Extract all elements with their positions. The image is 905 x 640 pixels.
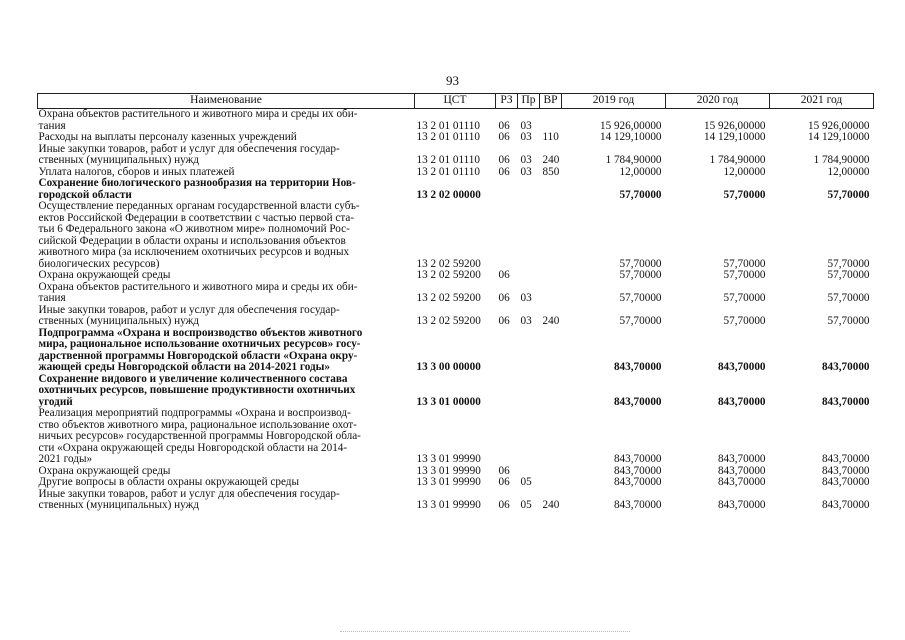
cell-vr <box>540 178 562 201</box>
cell-name: Осуществление переданных органам государственной власти субъ- ектов Российской Федерации в соответствии с частью первой ста- тьи 6 Федерального закона «О животном мире» полномочий Рос- сийской Федерации в области охраны и использования объектов животного мира (за исключением охотничьих ресурсов и водных биологических ресурсов) <box>38 200 360 270</box>
page-number: 93 <box>446 73 459 88</box>
cell-2021: 843,70000 <box>821 395 870 408</box>
cell-rz: 06 <box>498 315 510 327</box>
cell-pr <box>518 408 540 466</box>
table-row <box>38 328 874 374</box>
cell-2021: 843,70000 <box>821 476 870 488</box>
header-2019: 2019 год <box>562 94 666 109</box>
table-header-row <box>38 94 874 109</box>
table-row <box>38 477 874 489</box>
cell-vr: 850 <box>542 165 560 178</box>
cell-rz <box>496 328 518 374</box>
cell-2021: 15 926,00000 <box>807 119 870 132</box>
cell-cst: 13 3 01 99990 <box>416 476 481 488</box>
cell-2019: 57,70000 <box>619 315 662 327</box>
header-vr: ВР <box>540 94 562 109</box>
cell-pr: 05 <box>520 499 532 511</box>
cell-2019: 57,70000 <box>619 292 662 304</box>
table-row <box>38 132 874 144</box>
cell-pr: 03 <box>520 292 532 304</box>
cell-name: Охрана окружающей среды <box>38 464 171 477</box>
cell-rz: 06 <box>498 154 510 166</box>
cell-2021: 57,70000 <box>827 257 870 270</box>
table-row <box>38 282 874 305</box>
cell-rz: 06 <box>498 499 510 511</box>
cell-rz: 06 <box>498 131 510 143</box>
cell-2020: 14 129,10000 <box>703 131 766 143</box>
cell-2019: 57,70000 <box>619 188 662 201</box>
header-pr: Пр <box>518 94 540 109</box>
cell-2021: 843,70000 <box>821 361 870 373</box>
cell-2020: 1 784,90000 <box>709 154 766 166</box>
cell-name: Расходы на выплаты персоналу казенных учреждений <box>38 131 297 143</box>
cell-2019: 843,70000 <box>613 395 662 408</box>
cell-cst: 13 2 02 59200 <box>416 269 481 281</box>
cell-2019: 15 926,00000 <box>599 119 662 132</box>
cell-vr <box>540 328 562 374</box>
cell-cst: 13 2 01 01110 <box>416 165 480 178</box>
cell-2021: 843,70000 <box>821 453 870 465</box>
cell-2021: 57,70000 <box>827 188 870 201</box>
cell-vr <box>540 477 562 489</box>
cell-cst: 13 2 01 01110 <box>416 131 480 143</box>
cell-vr: 240 <box>542 154 560 166</box>
cell-rz <box>496 374 518 409</box>
table-row <box>38 270 874 282</box>
budget-table <box>37 93 874 512</box>
cell-cst: 13 2 02 59200 <box>416 257 481 270</box>
cell-name: Охрана объектов растительного и животного мира и среды их оби- тания <box>38 108 358 132</box>
header-name: Наименование <box>38 94 415 109</box>
budget-table-wrapper <box>37 93 873 512</box>
cell-cst: 13 3 00 00000 <box>416 361 481 373</box>
cell-name: Иные закупки товаров, работ и услуг для обеспечения государ- ственных (муниципальных) нужд <box>38 303 340 327</box>
cell-2020: 843,70000 <box>717 499 766 511</box>
cell-cst: 13 2 02 59200 <box>416 292 481 304</box>
cell-2019: 12,00000 <box>619 165 662 178</box>
cell-name: Иные закупки товаров, работ и услуг для обеспечения государ- ственных (муниципальных) нужд <box>38 142 340 166</box>
cell-cst: 13 2 02 59200 <box>416 315 481 327</box>
cell-2021: 57,70000 <box>827 292 870 304</box>
cell-pr <box>518 328 540 374</box>
table-body <box>38 109 874 512</box>
cell-rz: 06 <box>498 119 510 132</box>
cell-2020: 843,70000 <box>717 464 766 477</box>
cell-name: Подпрограмма «Охрана и воспроизводство объектов животного мира, рациональное использование охотничьих ресурсов» госу- дарственной программы Новгородской области «Охрана окру- жающей среды Новгородской области на 2014-2021 годы» <box>38 326 363 373</box>
cell-2020: 12,00000 <box>723 165 766 178</box>
cell-name: Сохранение видового и увеличение количественного состава охотничьих ресурсов, повышение продуктивности охотничьих угодий <box>38 372 356 408</box>
cell-vr <box>540 201 562 270</box>
cell-pr <box>518 178 540 201</box>
cell-2019: 843,70000 <box>613 464 662 477</box>
table-row <box>38 178 874 201</box>
scan-artifact-line <box>340 631 630 633</box>
cell-2019: 57,70000 <box>619 257 662 270</box>
cell-rz: 06 <box>498 269 510 281</box>
cell-vr <box>540 408 562 466</box>
cell-rz: 06 <box>498 464 510 477</box>
cell-pr: 03 <box>520 165 532 178</box>
cell-rz <box>496 408 518 466</box>
cell-rz <box>496 178 518 201</box>
cell-pr <box>518 374 540 409</box>
cell-name: Уплата налогов, сборов и иных платежей <box>38 165 235 178</box>
cell-2021: 843,70000 <box>821 464 870 477</box>
cell-2020: 57,70000 <box>723 257 766 270</box>
cell-2020: 15 926,00000 <box>703 119 766 132</box>
cell-rz: 06 <box>498 476 510 488</box>
cell-name: Охрана объектов растительного и животного мира и среды их оби- тания <box>38 280 358 304</box>
cell-name: Реализация мероприятий подпрограммы «Охрана и воспроизвод- ство объектов животного мира, рациональное использование охот- ничьих ресурсов» государственной программы Новгородской обла- сти «Охрана окружающей среды Новгородской области на 2014- 2021 годы» <box>38 407 361 465</box>
cell-pr: 03 <box>520 131 532 143</box>
cell-2020: 57,70000 <box>723 292 766 304</box>
cell-2020: 843,70000 <box>717 453 766 465</box>
cell-2021: 14 129,10000 <box>807 131 870 143</box>
cell-rz: 06 <box>498 292 510 304</box>
cell-vr <box>540 466 562 478</box>
cell-cst: 13 2 01 01110 <box>416 154 480 166</box>
table-row <box>38 201 874 270</box>
table-row <box>38 489 874 512</box>
cell-cst: 13 2 01 01110 <box>416 119 480 132</box>
header-2020: 2020 год <box>666 94 770 109</box>
cell-2020: 57,70000 <box>723 269 766 281</box>
table-row <box>38 374 874 409</box>
cell-rz: 06 <box>498 165 510 178</box>
cell-pr: 03 <box>520 315 532 327</box>
cell-2021: 57,70000 <box>827 269 870 281</box>
table-row <box>38 408 874 466</box>
cell-2020: 843,70000 <box>717 395 766 408</box>
table-row <box>38 305 874 328</box>
cell-name: Сохранение биологического разнообразия на территории Нов- городской области <box>38 177 356 201</box>
cell-cst: 13 3 01 00000 <box>416 395 481 408</box>
cell-2020: 57,70000 <box>723 315 766 327</box>
cell-cst: 13 3 01 99990 <box>416 453 481 465</box>
cell-cst: 13 3 01 99990 <box>416 499 481 511</box>
cell-vr <box>540 282 562 305</box>
cell-vr: 110 <box>542 131 559 143</box>
cell-2021: 843,70000 <box>821 499 870 511</box>
table-row <box>38 144 874 167</box>
header-cst: ЦСТ <box>415 94 496 109</box>
cell-name: Иные закупки товаров, работ и услуг для обеспечения государ- ственных (муниципальных) нужд <box>38 487 340 511</box>
cell-2019: 843,70000 <box>613 361 662 373</box>
header-rz: РЗ <box>496 94 518 109</box>
cell-2020: 57,70000 <box>723 188 766 201</box>
header-2021: 2021 год <box>770 94 874 109</box>
cell-2019: 1 784,90000 <box>605 154 662 166</box>
cell-pr <box>518 201 540 270</box>
cell-2020: 843,70000 <box>717 361 766 373</box>
cell-vr <box>540 109 562 133</box>
cell-2021: 12,00000 <box>827 165 870 178</box>
cell-cst: 13 3 01 99990 <box>416 464 481 477</box>
cell-pr: 05 <box>520 476 532 488</box>
cell-vr <box>540 374 562 409</box>
table-row <box>38 109 874 133</box>
cell-2019: 843,70000 <box>613 499 662 511</box>
cell-2020: 843,70000 <box>717 476 766 488</box>
cell-rz <box>496 201 518 270</box>
cell-2021: 1 784,90000 <box>813 154 870 166</box>
cell-pr: 03 <box>520 154 532 166</box>
cell-name: Другие вопросы в области охраны окружающей среды <box>38 476 300 488</box>
cell-cst: 13 2 02 00000 <box>416 188 481 201</box>
cell-vr: 240 <box>542 499 560 511</box>
cell-2021: 57,70000 <box>827 315 870 327</box>
cell-pr: 03 <box>520 119 532 132</box>
cell-vr <box>540 270 562 282</box>
cell-vr: 240 <box>542 315 560 327</box>
cell-pr <box>518 270 540 282</box>
cell-name: Охрана окружающей среды <box>38 269 171 281</box>
cell-2019: 843,70000 <box>613 476 662 488</box>
cell-2019: 843,70000 <box>613 453 662 465</box>
cell-2019: 57,70000 <box>619 269 662 281</box>
cell-2019: 14 129,10000 <box>599 131 662 143</box>
